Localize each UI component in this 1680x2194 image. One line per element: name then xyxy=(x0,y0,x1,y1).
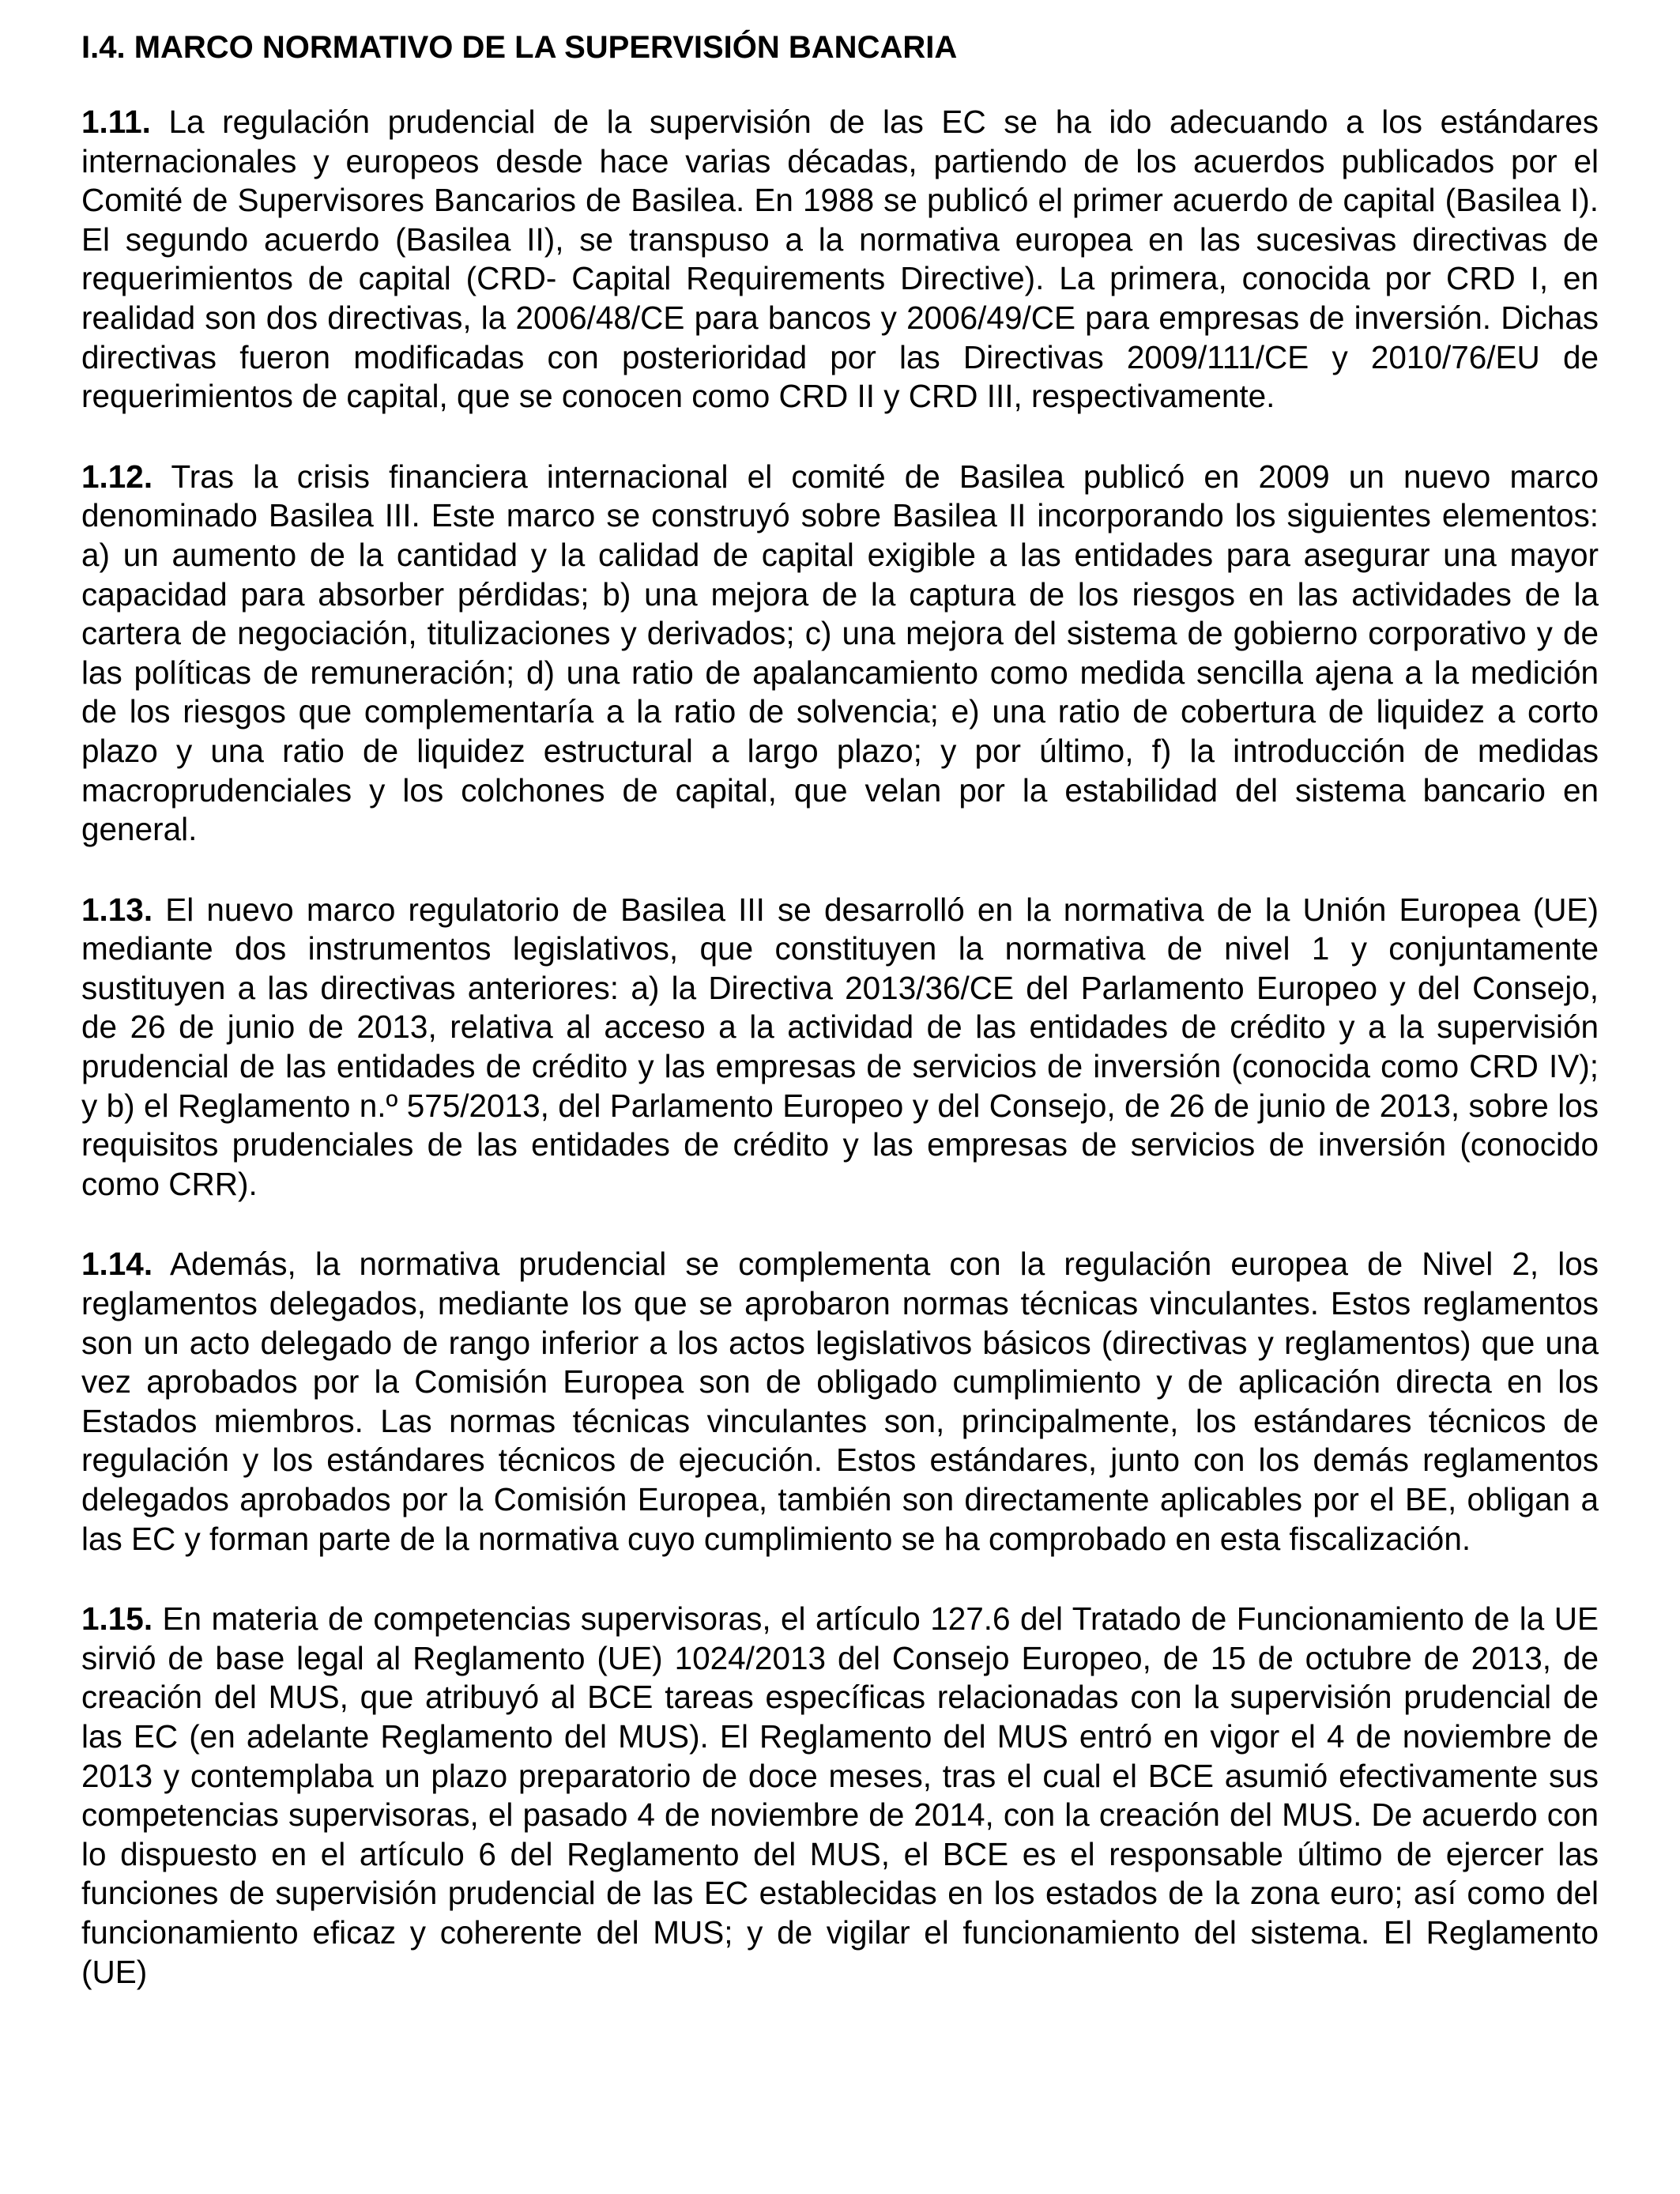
paragraph-1-15 xyxy=(81,1600,1599,1992)
paragraph-text: En materia de competencias supervisoras, el artículo 127.6 del Tratado de Funcionamiento de la UE sirvió de base legal al Reglamento (UE) 1024/2013 del Consejo Europeo, de 15 de octubre de 2013, de creación del MUS, que atribuyó al BCE tareas específicas relacionadas con la supervisión prudencial de las EC (en adelante Reglamento del MUS). El Reglamento del MUS entró en vigor el 4 de noviembre de 2013 y contemplaba un plazo preparatorio de doce meses, tras el cual el BCE asumió efectivamente sus competencias supervisoras, el pasado 4 de noviembre de 2014, con la creación del MUS. De acuerdo con lo dispuesto en el artículo 6 del Reglamento del MUS, el BCE es el responsable último de ejercer las funciones de supervisión prudencial de las EC establecidas en los estados de la zona euro; así como del funcionamiento eficaz y coherente del MUS; y de vigilar el funcionamiento del sistema. El Reglamento (UE) xyxy=(81,1600,1599,1990)
paragraph-text: Tras la crisis financiera internacional el comité de Basilea publicó en 2009 un nuevo marco denominado Basilea III. Este marco se construyó sobre Basilea II incorporando los siguientes elementos: a) un aumento de la cantidad y la calidad de capital exigible a las entidades para asegurar una mayor capacidad para absorber pérdidas; b) una mejora de la captura de los riesgos en las actividades de la cartera de negociación, titulizaciones y derivados; c) una mejora del sistema de gobierno corporativo y de las políticas de remuneración; d) una ratio de apalancamiento como medida sencilla ajena a la medición de los riesgos que complementaría a la ratio de solvencia; e) una ratio de cobertura de liquidez a corto plazo y una ratio de liquidez estructural a largo plazo; y por último, f) la introducción de medidas macroprudenciales y los colchones de capital, que velan por la estabilidad del sistema bancario en general. xyxy=(81,458,1599,848)
paragraph-1-12 xyxy=(81,458,1599,850)
paragraph-text: La regulación prudencial de la supervisión de las EC se ha ido adecuando a los estándares internacionales y europeos desde hace varias décadas, partiendo de los acuerdos publicados por el Comité de Supervisores Bancarios de Basilea. En 1988 se publicó el primer acuerdo de capital (Basilea I). El segundo acuerdo (Basilea II), se transpuso a la normativa europea en las sucesivas directivas de requerimientos de capital (CRD- Capital Requirements Directive). La primera, conocida por CRD I, en realidad son dos directivas, la 2006/48/CE para bancos y 2006/49/CE para empresas de inversión. Dichas directivas fueron modificadas con posterioridad por las Directivas 2009/111/CE y 2010/76/EU de requerimientos de capital, que se conocen como CRD II y CRD III, respectivamente. xyxy=(81,104,1599,415)
document-page xyxy=(81,27,1599,2033)
section-heading: I.4. MARCO NORMATIVO DE LA SUPERVISIÓN BANCARIA xyxy=(81,30,958,65)
paragraph-number: 1.12. xyxy=(81,458,153,495)
paragraph-number: 1.14. xyxy=(81,1246,153,1283)
paragraph-number: 1.13. xyxy=(81,891,153,928)
paragraph-text: El nuevo marco regulatorio de Basilea III se desarrolló en la normativa de la Unión Europea (UE) mediante dos instrumentos legislativos, que constituyen la normativa de nivel 1 y conjuntamente sustituyen a las directivas anteriores: a) la Directiva 2013/36/CE del Parlamento Europeo y del Consejo, de 26 de junio de 2013, relativa al acceso a la actividad de las entidades de crédito y a la supervisión prudencial de las entidades de crédito y las empresas de servicios de inversión (conocida como CRD IV); y b) el Reglamento n.º 575/2013, del Parlamento Europeo y del Consejo, de 26 de junio de 2013, sobre los requisitos prudenciales de las entidades de crédito y las empresas de servicios de inversión (conocido como CRR). xyxy=(81,891,1599,1202)
paragraph-text: Además, la normativa prudencial se complementa con la regulación europea de Nivel 2, los reglamentos delegados, mediante los que se aprobaron normas técnicas vinculantes. Estos reglamentos son un acto delegado de rango inferior a los actos legislativos básicos (directivas y reglamentos) que una vez aprobados por la Comisión Europea son de obligado cumplimiento y de aplicación directa en los Estados miembros. Las normas técnicas vinculantes son, principalmente, los estándares técnicos de regulación y los estándares técnicos de ejecución. Estos estándares, junto con los demás reglamentos delegados aprobados por la Comisión Europea, también son directamente aplicables por el BE, obligan a las EC y forman parte de la normativa cuyo cumplimiento se ha comprobado en esta fiscalización. xyxy=(81,1246,1599,1557)
paragraph-number: 1.15. xyxy=(81,1600,153,1638)
paragraph-1-13 xyxy=(81,891,1599,1204)
paragraph-1-14 xyxy=(81,1245,1599,1559)
paragraph-1-11 xyxy=(81,103,1599,417)
paragraph-number: 1.11. xyxy=(81,104,151,140)
